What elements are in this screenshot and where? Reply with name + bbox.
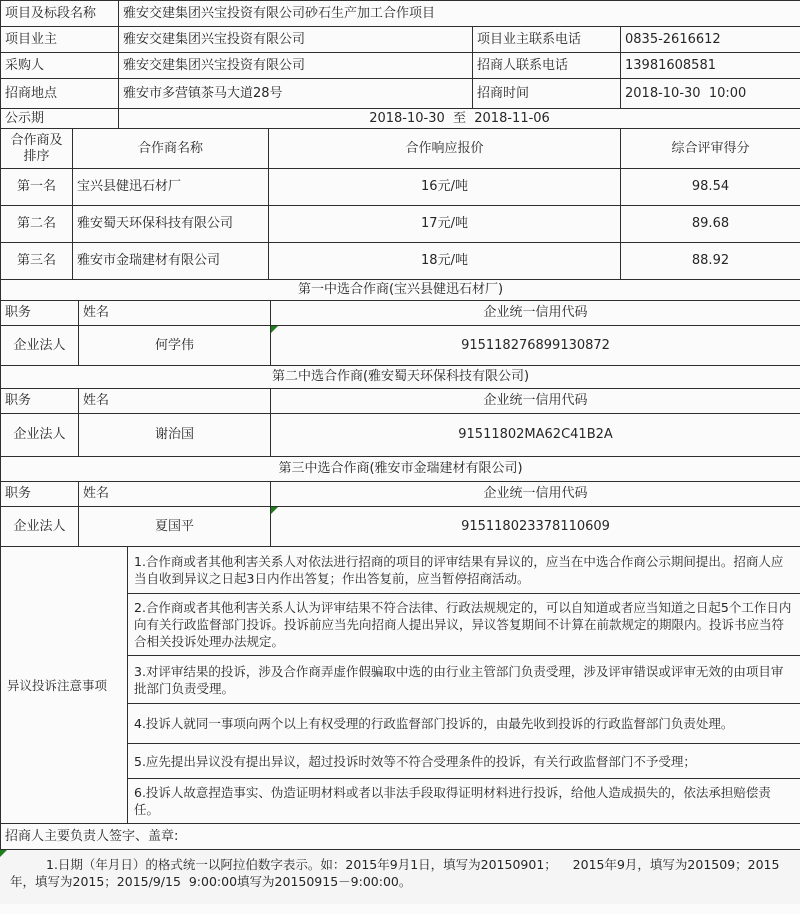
price-cell: 17元/吨 xyxy=(269,206,621,243)
partner-name-cell: 雅安市金瑞建材有限公司 xyxy=(73,243,269,280)
excel-flag-icon xyxy=(271,507,278,514)
owner-phone-value: 0835-2616612 xyxy=(621,27,800,53)
purchaser-value: 雅安交建集团兴宝投资有限公司 xyxy=(119,53,473,79)
info-row xyxy=(1,109,800,129)
publicity-period-value: 2018-10-30 至 2018-11-06 xyxy=(119,109,800,129)
credit-code-header: 企业统一信用代码 xyxy=(271,301,800,326)
agent-phone-value: 13981608581 xyxy=(621,53,800,79)
owner-label: 项目业主 xyxy=(1,27,119,53)
publicity-period-label: 公示期 xyxy=(1,109,119,129)
partner-name-column-header: 合作商名称 xyxy=(73,129,269,169)
person-name-cell: 谢治国 xyxy=(79,414,271,457)
score-cell: 88.92 xyxy=(621,243,800,280)
role-header: 职务 xyxy=(1,482,79,507)
rank-cell: 第三名 xyxy=(1,243,73,280)
agent-phone-label: 招商人联系电话 xyxy=(473,53,621,79)
excel-flag-icon xyxy=(0,850,7,857)
partner-name-cell: 宝兴县健迅石材厂 xyxy=(73,169,269,206)
notice-table xyxy=(0,546,800,824)
price-cell: 16元/吨 xyxy=(269,169,621,206)
winner-section-3 xyxy=(1,457,800,547)
owner-value: 雅安交建集团兴宝投资有限公司 xyxy=(119,27,473,53)
winner-section-2 xyxy=(1,366,800,457)
project-info-table xyxy=(0,0,800,129)
ranking-header-row xyxy=(1,129,800,169)
price-column-header: 合作响应报价 xyxy=(269,129,621,169)
ranking-table xyxy=(0,128,800,280)
partner-name-cell: 雅安蜀天环保科技有限公司 xyxy=(73,206,269,243)
score-cell: 89.68 xyxy=(621,206,800,243)
winner-section-1 xyxy=(1,280,800,366)
credit-code-cell: 91511802MA62C41B2A xyxy=(271,414,800,457)
role-cell: 企业法人 xyxy=(1,326,79,366)
info-row xyxy=(1,27,800,53)
footer-note-area xyxy=(0,850,800,904)
score-column-header: 综合评审得分 xyxy=(621,129,800,169)
time-label: 招商时间 xyxy=(473,79,621,109)
rank-column-header: 合作商及排序 xyxy=(1,129,73,169)
table-row xyxy=(1,169,800,206)
purchaser-label: 采购人 xyxy=(1,53,119,79)
notice-item-5: 5.应先提出异议没有提出异议，超过投诉时效等不符合受理条件的投诉，有关行政监督部门不予受理； xyxy=(128,744,800,779)
excel-flag-icon xyxy=(271,326,278,333)
name-header: 姓名 xyxy=(79,389,271,414)
project-name-value: 雅安交建集团兴宝投资有限公司砂石生产加工合作项目 xyxy=(119,1,800,27)
location-label: 招商地点 xyxy=(1,79,119,109)
score-cell: 98.54 xyxy=(621,169,800,206)
price-cell: 18元/吨 xyxy=(269,243,621,280)
person-name-cell: 夏国平 xyxy=(79,507,271,547)
project-name-label: 项目及标段名称 xyxy=(1,1,119,27)
signature-label: 招商人主要负责人签字、盖章: xyxy=(1,824,800,850)
winners-table xyxy=(0,279,800,547)
owner-phone-label: 项目业主联系电话 xyxy=(473,27,621,53)
person-name-cell: 何学伟 xyxy=(79,326,271,366)
signature-table xyxy=(0,823,800,850)
location-value: 雅安市多营镇茶马大道28号 xyxy=(119,79,473,109)
time-value: 2018-10-30 10:00 xyxy=(621,79,800,109)
rank-cell: 第一名 xyxy=(1,169,73,206)
notice-item-2: 2.合作商或者其他利害关系人认为评审结果不符合法律、行政法规规定的，可以自知道或者应当知道之日起5个工作日内向有关行政监督部门投诉。投诉前应当先向招商人提出异议，异议答复期间不计算在前款规定的期限内。投诉书应当符合相关投诉处理办法规定。 xyxy=(128,594,800,656)
rank-cell: 第二名 xyxy=(1,206,73,243)
role-cell: 企业法人 xyxy=(1,507,79,547)
table-row xyxy=(1,243,800,280)
info-row xyxy=(1,53,800,79)
table-row xyxy=(1,206,800,243)
info-row xyxy=(1,1,800,27)
date-format-note: 1.日期（年月日）的格式统一以阿拉伯数字表示。如：2015年9月1日，填写为20150901； 2015年9月，填写为201509；2015年，填写为2015；2015/9/15 9:00:00填写为20150915－9:00:00。 xyxy=(10,857,780,889)
winner-section-title: 第二中选合作商(雅安蜀天环保科技有限公司) xyxy=(1,366,800,389)
winner-section-title: 第一中选合作商(宝兴县健迅石材厂) xyxy=(1,280,800,301)
role-header: 职务 xyxy=(1,389,79,414)
role-cell: 企业法人 xyxy=(1,414,79,457)
name-header: 姓名 xyxy=(79,482,271,507)
notice-item-3: 3.对评审结果的投诉，涉及合作商弄虚作假骗取中选的由行业主管部门负责受理，涉及评审错误或评审无效的由项目审批部门负责受理。 xyxy=(128,656,800,704)
info-row xyxy=(1,79,800,109)
credit-code-cell: 915118276899130872 xyxy=(271,326,800,366)
credit-code-cell: 915118023378110609 xyxy=(271,507,800,547)
credit-code-header: 企业统一信用代码 xyxy=(271,389,800,414)
notice-label: 异议投诉注意事项 xyxy=(1,547,128,824)
name-header: 姓名 xyxy=(79,301,271,326)
winner-section-title: 第三中选合作商(雅安市金瑞建材有限公司) xyxy=(1,457,800,482)
notice-item-6: 6.投诉人故意捏造事实、伪造证明材料或者以非法手段取得证明材料进行投诉，给他人造成损失的，依法承担赔偿责任。 xyxy=(128,779,800,824)
credit-code-header: 企业统一信用代码 xyxy=(271,482,800,507)
notice-item-1: 1.合作商或者其他利害关系人对依法进行招商的项目的评审结果有异议的，应当在中选合作商公示期间提出。招商人应当自收到异议之日起3日内作出答复；作出答复前，应当暂停招商活动。 xyxy=(128,547,800,594)
notice-row xyxy=(1,547,800,594)
notice-item-4: 4.投诉人就同一事项向两个以上有权受理的行政监督部门投诉的，由最先收到投诉的行政监督部门负责处理。 xyxy=(128,704,800,744)
role-header: 职务 xyxy=(1,301,79,326)
